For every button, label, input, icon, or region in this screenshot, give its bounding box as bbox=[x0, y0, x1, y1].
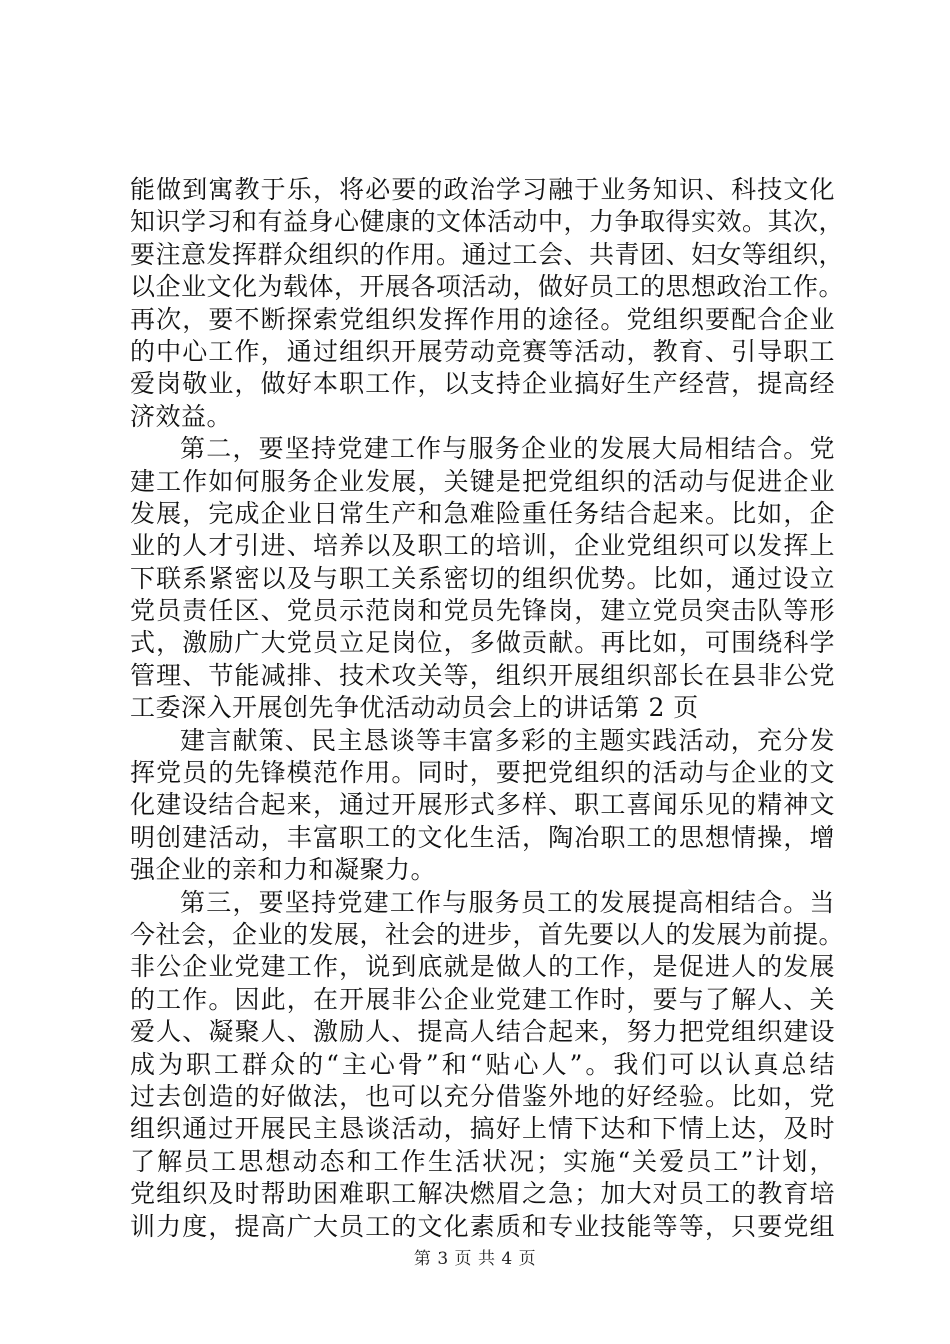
text-line: 能做到寓教于乐，将必要的政治学习融于业务知识、科技文化 bbox=[130, 175, 835, 204]
text-line: 党组织及时帮助困难职工解决燃眉之急；加大对员工的教育培 bbox=[130, 1179, 835, 1209]
text-line: 党员责任区、党员示范岗和党员先锋岗，建立党员突击队等形 bbox=[130, 596, 835, 626]
text-line: 知识学习和有益身心健康的文体活动中，力争取得实效。其次， bbox=[130, 207, 845, 237]
text-line: 再次，要不断探索党组织发挥作用的途径。党组织要配合企业 bbox=[130, 304, 835, 334]
text-line: 要注意发挥群众组织的作用。通过工会、共青团、妇女等组织， bbox=[130, 239, 845, 269]
page-footer: 第 3 页 共 4 页 bbox=[413, 1249, 537, 1269]
text-line: 下联系紧密以及与职工关系密切的组织优势。比如，通过设立 bbox=[130, 563, 835, 593]
text-line: 发展，完成企业日常生产和急难险重任务结合起来。比如，企 bbox=[130, 498, 835, 528]
text-line: 的工作。因此，在开展非公企业党建工作时，要与了解人、关 bbox=[130, 984, 835, 1014]
text-line: 组织通过开展民主恳谈活动，搞好上情下达和下情上达，及时 bbox=[130, 1114, 835, 1144]
text-line: 了解员工思想动态和工作生活状况；实施“关爱员工”计划， bbox=[130, 1146, 835, 1176]
text-line: 第二，要坚持党建工作与服务企业的发展大局相结合。党 bbox=[180, 434, 835, 464]
text-line: 训力度，提高广大员工的文化素质和专业技能等等，只要党组 bbox=[130, 1211, 835, 1241]
text-line: 的中心工作，通过组织开展劳动竞赛等活动，教育、引导职工 bbox=[130, 336, 835, 366]
text-line: 管理、节能减排、技术攻关等，组织开展组织部长在县非公党 bbox=[130, 660, 835, 690]
text-line: 爱岗敬业，做好本职工作，以支持企业搞好生产经营，提高经 bbox=[130, 369, 835, 399]
text-line: 以企业文化为载体，开展各项活动，做好员工的思想政治工作。 bbox=[130, 272, 845, 302]
document-body bbox=[130, 174, 845, 1243]
text-line: 式，激励广大党员立足岗位，多做贡献。再比如，可围绕科学 bbox=[130, 628, 835, 658]
text-line: 建工作如何服务企业发展，关键是把党组织的活动与促进企业 bbox=[130, 466, 835, 496]
text-line: 非公企业党建工作，说到底就是做人的工作，是促进人的发展 bbox=[130, 952, 835, 982]
text-line: 过去创造的好做法，也可以充分借鉴外地的好经验。比如，党 bbox=[130, 1081, 835, 1111]
text-line: 业的人才引进、培养以及职工的培训，企业党组织可以发挥上 bbox=[130, 531, 835, 561]
text-line: 明创建活动，丰富职工的文化生活，陶冶职工的思想情操，增 bbox=[130, 822, 835, 852]
text-line: 今社会，企业的发展，社会的进步，首先要以人的发展为前提。 bbox=[130, 919, 845, 949]
text-line: 挥党员的先锋模范作用。同时，要把党组织的活动与企业的文 bbox=[130, 758, 835, 788]
text-line: 工委深入开展创先争优活动动员会上的讲话第 2 页 bbox=[130, 693, 699, 723]
text-line: 济效益。 bbox=[130, 401, 233, 431]
text-line: 化建设结合起来，通过开展形式多样、职工喜闻乐见的精神文 bbox=[130, 790, 835, 820]
text-line: 强企业的亲和力和凝聚力。 bbox=[130, 855, 437, 885]
text-line: 爱人、凝聚人、激励人、提高人结合起来，努力把党组织建设 bbox=[130, 1017, 835, 1047]
text-line: 建言献策、民主恳谈等丰富多彩的主题实践活动，充分发 bbox=[180, 725, 835, 755]
text-line: 成为职工群众的“主心骨”和“贴心人”。我们可以认真总结 bbox=[130, 1049, 835, 1079]
text-line: 第三，要坚持党建工作与服务员工的发展提高相结合。当 bbox=[180, 887, 835, 917]
